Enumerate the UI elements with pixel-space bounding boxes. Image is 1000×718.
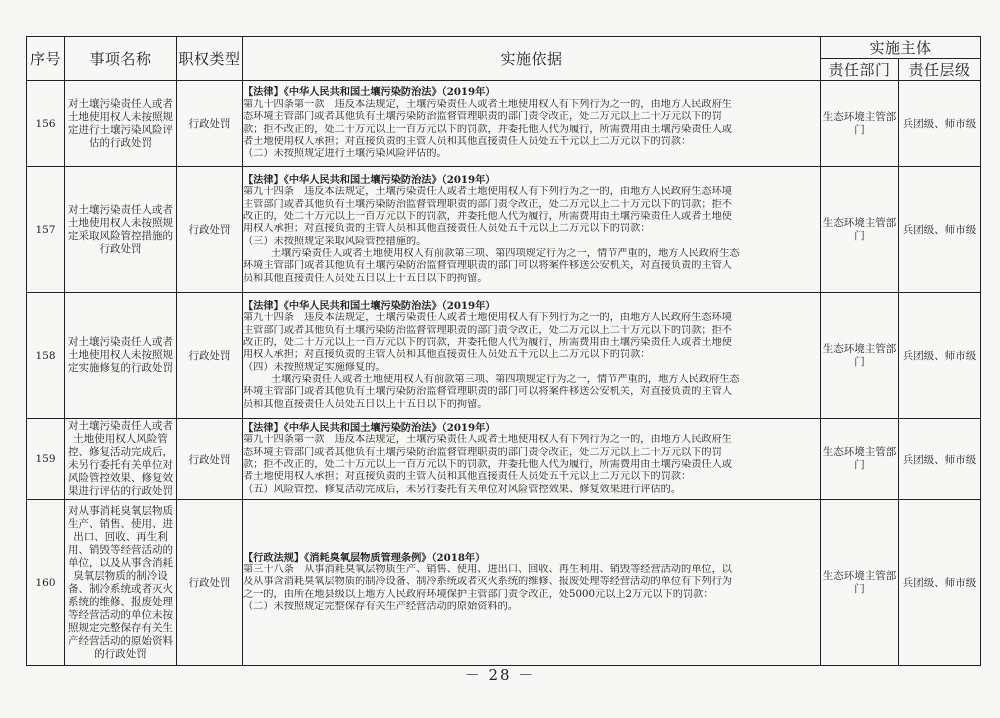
basis-line: 者土地使用权人承担；对直接负责的主管人员和其他直接责任人员处五千元以上二万元以下的罚款：: [243, 135, 692, 147]
row-power-type: 行政处罚: [177, 81, 243, 167]
header-subject: 实施主体: [821, 37, 981, 59]
header-dept: 责任部门: [821, 59, 899, 81]
row-level: 兵团级、师市级: [899, 167, 981, 293]
basis-line: 土壤污染责任人或者土地使用权人有前款第三项、第四项规定行为之一，情节严重的，地方人民政府生态: [271, 248, 740, 260]
basis-line: 第九十四条第一款 违反本法规定，土壤污染责任人或者土地使用权人有下列行为之一的，由地方人民政府生: [243, 98, 732, 110]
row-basis: [243, 293, 821, 419]
basis-line: 【行政法规】《消耗臭氧层物质管理条例》（2018年）: [243, 551, 486, 564]
basis-line: 第九十四条 违反本法规定，土壤污染责任人或者土地使用权人有下列行为之一的，由地方人民政府生态环境: [243, 312, 732, 324]
row-basis: [243, 419, 821, 500]
page-number: － 28 －: [464, 666, 536, 684]
row-dept: 生态环境主管部门: [821, 419, 899, 500]
basis-line: 改正的，处二十万元以上一百万元以下的罚款，并委托他人代为履行，所需费用由土壤污染责任人或者土地使: [243, 210, 732, 222]
row-power-type: 行政处罚: [177, 419, 243, 500]
basis-line: （三）未按照规定采取风险管控措施的。: [243, 235, 427, 247]
table-row: [27, 167, 981, 293]
row-seq: 159: [27, 419, 65, 500]
basis-line: 改正的，处二十万元以上一百万元以下的罚款，并委托他人代为履行，所需费用由土壤污染责任人或者土地使: [243, 336, 732, 348]
power-list-table: [26, 36, 981, 666]
row-item-name: 对土壤污染责任人或者土地使用权人风险管控、修复活动完成后，未另行委托有关单位对风险管控效果、修复效果进行评估的行政处罚: [65, 419, 177, 500]
basis-line: 土壤污染责任人或者土地使用权人有前款第三项、第四项规定行为之一，情节严重的，地方人民政府生态: [271, 374, 740, 386]
row-power-type: 行政处罚: [177, 293, 243, 419]
basis-line: 【法律】《中华人民共和国土壤污染防治法》（2019年）: [243, 173, 496, 186]
basis-line: 态环境主管部门或者其他负有土壤污染防治监督管理职责的部门责令改正，处二万元以上二十万元以下的罚: [243, 446, 722, 458]
row-seq: 157: [27, 167, 65, 293]
row-level: 兵团级、师市级: [899, 500, 981, 666]
basis-line: 【法律】《中华人民共和国土壤污染防治法》（2019年）: [243, 421, 496, 434]
basis-line: （二）未按照规定进行土壤污染风险评估的。: [243, 148, 447, 160]
row-basis: [243, 167, 821, 293]
header-seq: 序号: [27, 37, 65, 81]
row-item-name: 对土壤污染责任人或者土地使用权人未按照规定进行土壤污染风险评估的行政处罚: [65, 81, 177, 167]
basis-line: 用权人承担；对直接负责的主管人员和其他直接责任人员处五千元以上二万元以下的罚款：: [243, 349, 651, 361]
row-power-type: 行政处罚: [177, 167, 243, 293]
row-seq: 160: [27, 500, 65, 666]
basis-line: 之一的，由所在地县级以上地方人民政府环境保护主管部门责令改正，处5000元以上2万元以下的罚款：: [243, 588, 714, 600]
basis-line: 者土地使用权人承担；对直接负责的主管人员和其他直接责任人员处五千元以上二万元以下的罚款：: [243, 471, 692, 483]
basis-line: 【法律】《中华人民共和国土壤污染防治法》（2019年）: [243, 86, 496, 99]
header-item-name: 事项名称: [65, 37, 177, 81]
basis-line: 款；拒不改正的，处二十万元以上一百万元以下的罚款，并委托他人代为履行，所需费用由土壤污染责任人或: [243, 459, 732, 470]
basis-line: 用权人承担；对直接负责的主管人员和其他直接责任人员处五千元以上二万元以下的罚款：: [243, 223, 651, 235]
header-row-1: [27, 37, 981, 59]
basis-line: （四）未按照规定实施修复的。: [243, 361, 386, 373]
basis-line: （五）风险管控、修复活动完成后，未另行委托有关单位对风险管控效果、修复效果进行评估的。: [243, 483, 682, 495]
header-level: 责任层级: [899, 59, 981, 81]
table-row: [27, 500, 981, 666]
row-power-type: 行政处罚: [177, 500, 243, 666]
header-power-type: 职权类型: [177, 37, 243, 81]
basis-line: 及从事含消耗臭氧层物质的制冷设备、制冷系统或者灭火系统的维修、报废处理等经营活动的单位有下列行为: [243, 576, 732, 588]
table-row: [27, 419, 981, 500]
basis-line: 环境主管部门或者其他负有土壤污染防治监督管理职责的部门可以将案件移送公安机关，对直接负责的主管人: [243, 386, 732, 398]
table-row: [27, 81, 981, 167]
basis-line: 款；拒不改正的，处二十万元以上一百万元以下的罚款，并委托他人代为履行，所需费用由土壤污染责任人或: [243, 123, 732, 135]
basis-line: 主管部门或者其他负有土壤污染防治监督管理职责的部门责令改正，处二万元以上二十万元以下的罚款；拒不: [243, 324, 732, 336]
row-level: 兵团级、师市级: [899, 293, 981, 419]
basis-line: 环境主管部门或者其他负有土壤污染防治监督管理职责的部门可以将案件移送公安机关，对直接负责的主管人: [243, 260, 732, 272]
row-basis: [243, 500, 821, 666]
header-basis: 实施依据: [243, 37, 821, 81]
row-item-name: 对土壤污染责任人或者土地使用权人未按照规定采取风险管控措施的行政处罚: [65, 167, 177, 293]
basis-line: 主管部门或者其他负有土壤污染防治监督管理职责的部门责令改正，处二万元以上二十万元以下的罚款；拒不: [243, 198, 732, 210]
row-dept: 生态环境主管部门: [821, 167, 899, 293]
row-seq: 156: [27, 81, 65, 167]
basis-line: 第九十四条第一款 违反本法规定，土壤污染责任人或者土地使用权人有下列行为之一的，由地方人民政府生: [243, 434, 732, 446]
basis-line: 员和其他直接责任人员处五日以上十五日以下的拘留。: [243, 272, 488, 284]
basis-line: 态环境主管部门或者其他负有土壤污染防治监督管理职责的部门责令改正，处二万元以上二十万元以下的罚: [243, 111, 722, 123]
basis-line: 员和其他直接责任人员处五日以上十五日以下的拘留。: [243, 398, 488, 410]
basis-line: （二）未按照规定完整保存有关生产经营活动的原始资料的。: [243, 601, 519, 613]
row-level: 兵团级、师市级: [899, 81, 981, 167]
row-dept: 生态环境主管部门: [821, 293, 899, 419]
row-seq: 158: [27, 293, 65, 419]
row-level: 兵团级、师市级: [899, 419, 981, 500]
basis-line: 【法律】《中华人民共和国土壤污染防治法》（2019年）: [243, 299, 496, 312]
table-row: [27, 293, 981, 419]
row-item-name: 对从事消耗臭氧层物质生产、销售、使用、进出口、回收、再生利用、销毁等经营活动的单位，以及从事含消耗臭氧层物质的制冷设备、制冷系统或者灭火系统的维修、报废处理等经营活动的单位未按照规定完整保存有关生产经营活动的原始资料的行政处罚: [65, 500, 177, 666]
row-dept: 生态环境主管部门: [821, 81, 899, 167]
basis-line: 第九十四条 违反本法规定，土壤污染责任人或者土地使用权人有下列行为之一的，由地方人民政府生态环境: [243, 186, 732, 198]
basis-line: 第三十八条 从事消耗臭氧层物质生产、销售、使用、进出口、回收、再生利用、销毁等经营活动的单位，以: [243, 563, 732, 575]
row-basis: [243, 81, 821, 167]
row-item-name: 对土壤污染责任人或者土地使用权人未按照规定实施修复的行政处罚: [65, 293, 177, 419]
row-dept: 生态环境主管部门: [821, 500, 899, 666]
